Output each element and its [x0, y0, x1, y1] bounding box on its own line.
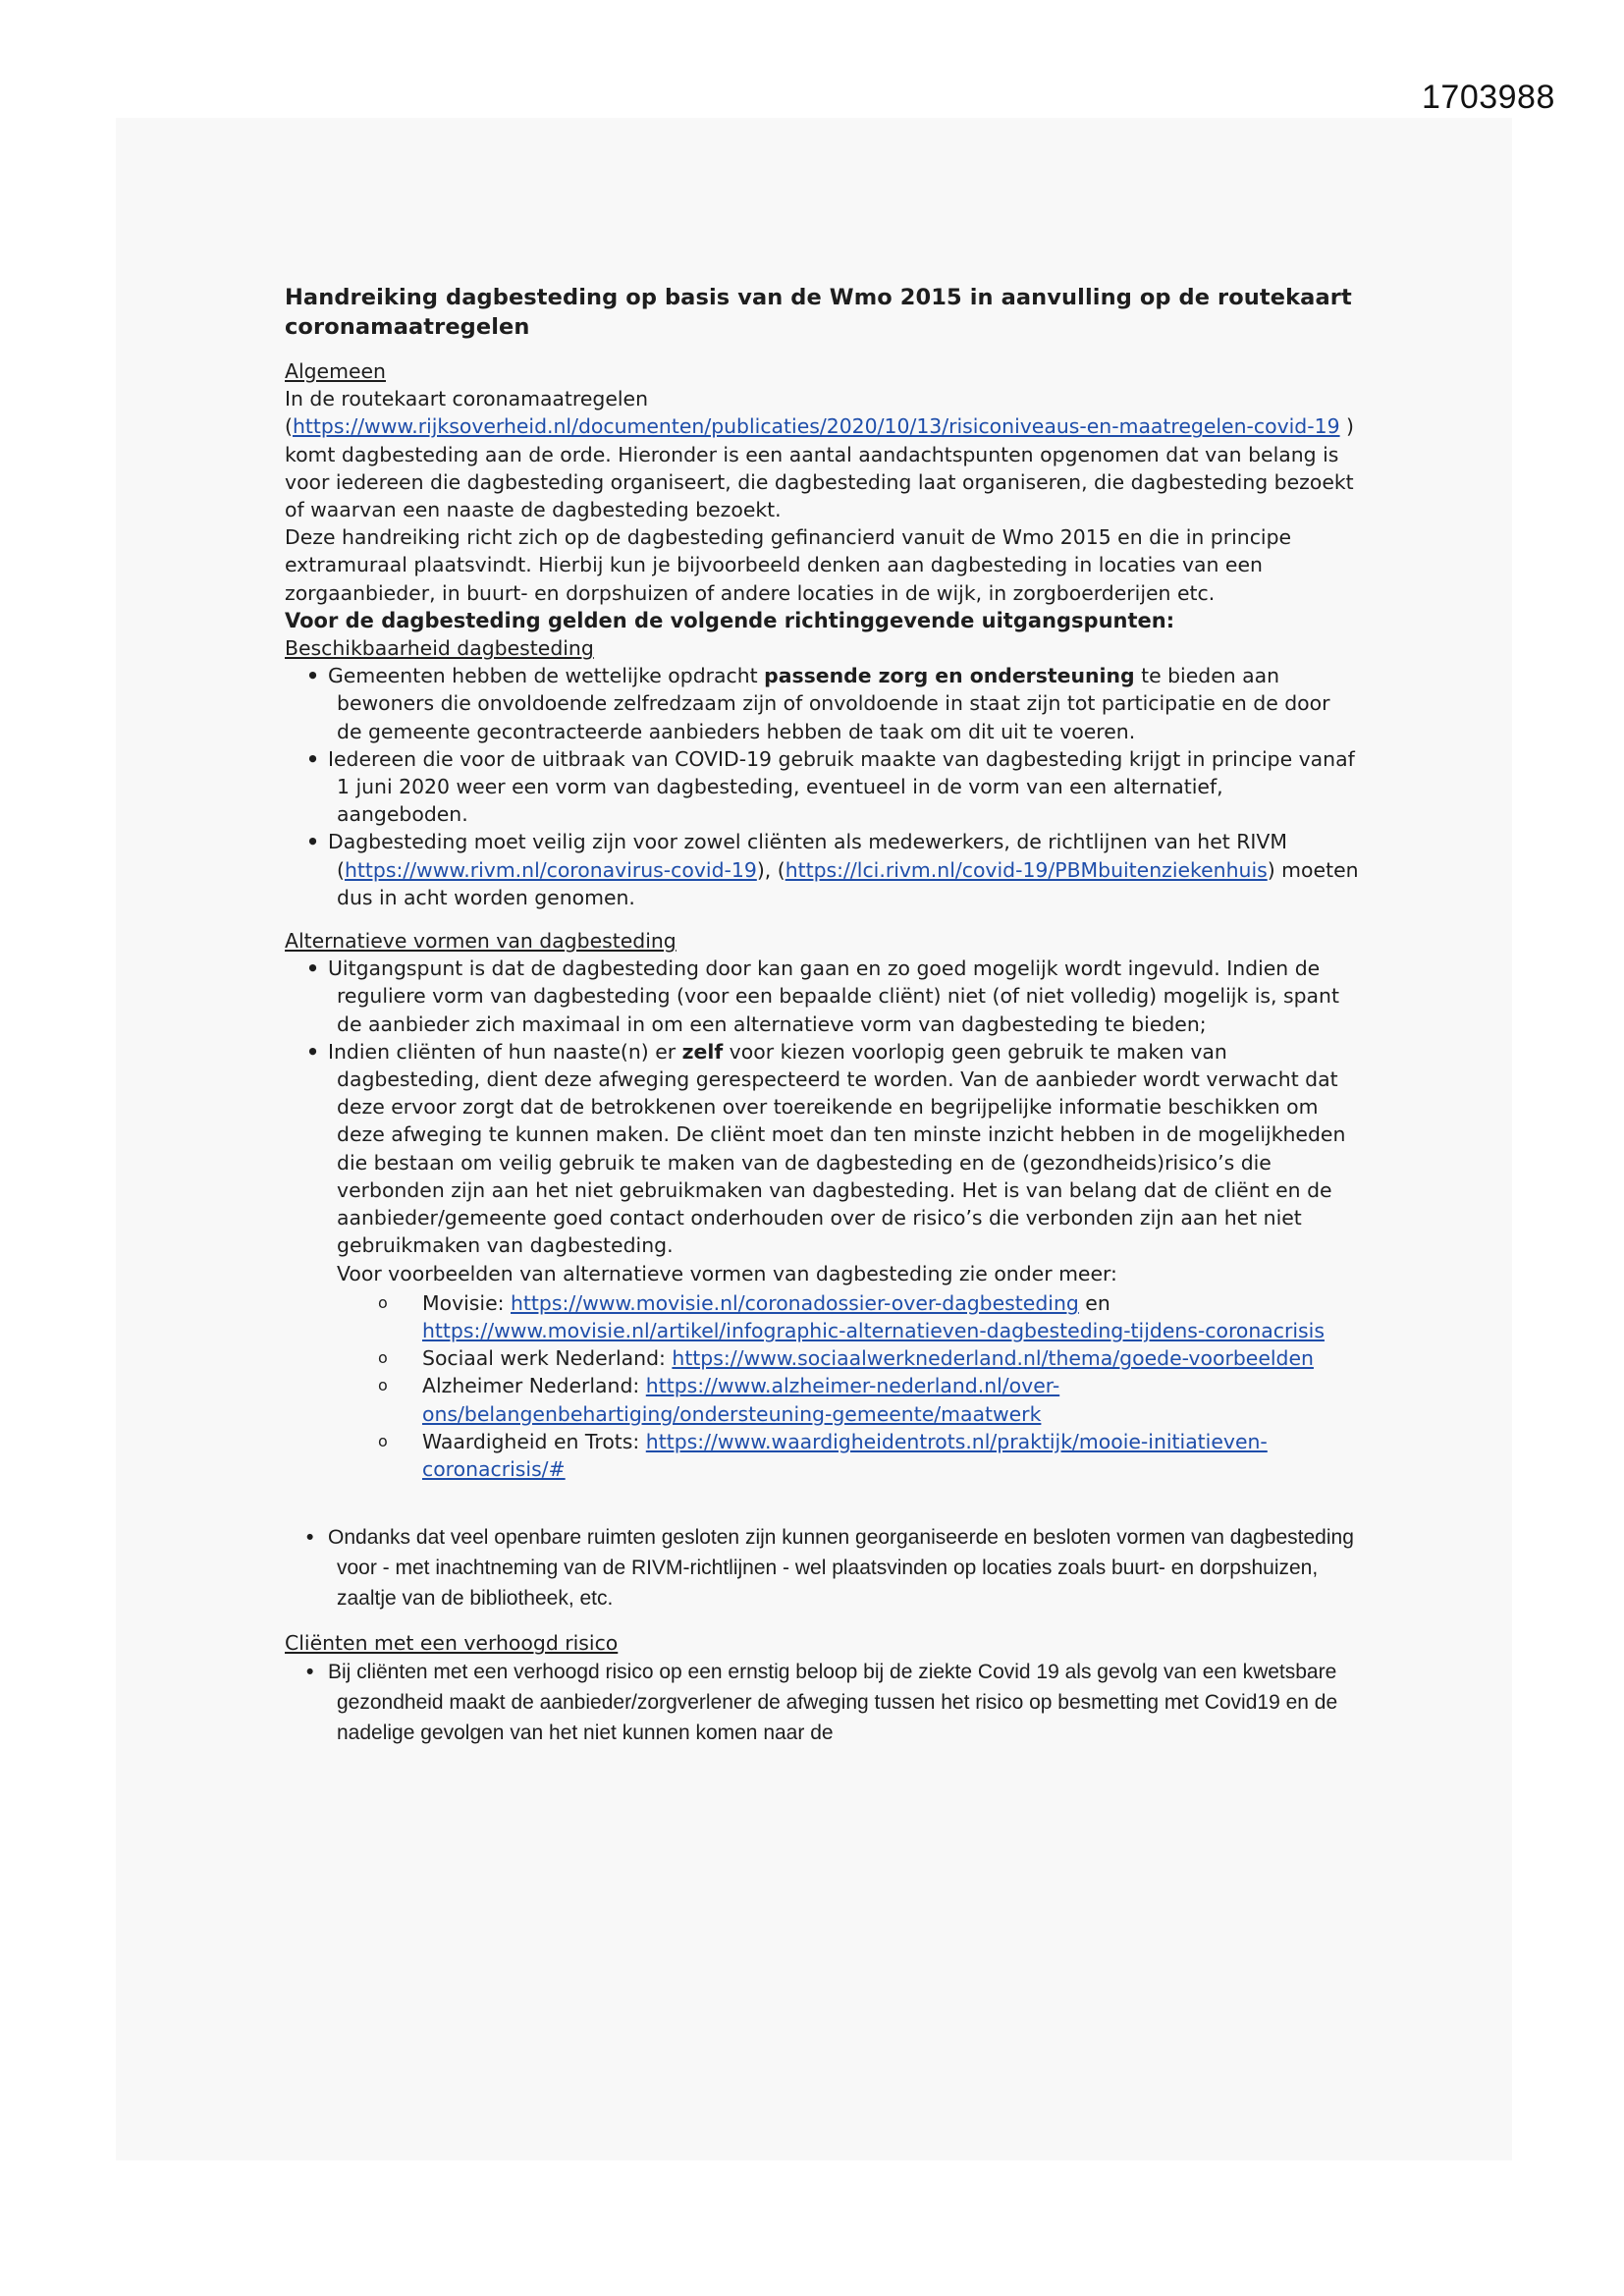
- bullet-marker: •: [306, 1661, 314, 1684]
- sub-bullet-marker: o: [378, 1292, 388, 1312]
- paragraph-intro: [285, 385, 1360, 523]
- section-heading-algemeen: Algemeen: [285, 359, 386, 383]
- link-sociaal-werk[interactable]: https://www.sociaalwerknederland.nl/thema/goede-voorbeelden: [672, 1346, 1314, 1371]
- link-lci-rivm[interactable]: https://lci.rivm.nl/covid-19/PBMbuitenziekenhuis: [785, 857, 1268, 882]
- document-number: 1703988: [1422, 79, 1555, 116]
- open-paren: (: [285, 414, 293, 439]
- bullet-text: Bij cliënten met een verhoogd risico op een ernstig beloop bij de ziekte Covid 19 als gevolg van een kwetsbare gezondheid maakt de aanbieder/zorgverlener de afweging tussen het risico op besmetting met Covid19 en de nadelige gevolgen van het niet kunnen komen naar de: [328, 1661, 1338, 1745]
- bullet-marker: •: [306, 1039, 320, 1064]
- sub-bullet-marker: o: [378, 1431, 388, 1450]
- example-label: Movisie:: [422, 1290, 511, 1315]
- list-verhoogd-risico: [285, 1657, 1360, 1748]
- link-movisie-infographic[interactable]: https://www.movisie.nl/artikel/infographic-alternatieven-dagbesteding-tijdens-coronacrisis: [422, 1318, 1325, 1342]
- example-item-movisie: [337, 1289, 1360, 1344]
- list-item: [285, 662, 1360, 745]
- bullet-text: Gemeenten hebben de wettelijke opdracht: [328, 664, 765, 688]
- bullet-marker: •: [306, 746, 320, 771]
- example-label: Sociaal werk Nederland:: [422, 1346, 673, 1371]
- bullet-text: Ondanks dat veel openbare ruimten gesloten zijn kunnen georganiseerde en besloten vormen van dagbesteding voor - met inachtneming van de RIVM-richtlijnen - wel plaatsvinden op locaties zoals buurt- en dorpshuizen, zaaltje van de bibliotheek, etc.: [328, 1526, 1354, 1611]
- bullet-text: voor kiezen voorlopig geen gebruik te maken van dagbesteding, dient deze afweging gerespecteerd te worden. Van de aanbieder wordt verwacht dat deze ervoor zorgt dat de betrokkenen over toereikende en begrijpelijke informatie beschikken om deze afweging te kunnen maken. De cliënt moet dan ten minste inzicht hebben in de mogelijkheden die bestaan om veilig gebruik te maken van de dagbesteding en de (gezondheids)risico’s die verbonden zijn aan het niet gebruikmaken van dagbesteding. Het is van belang dat de cliënt en de aanbieder/gemeente goed contact onderhouden over de risico’s die verbonden zijn aan het niet gebruikmaken van dagbesteding.: [337, 1039, 1346, 1258]
- examples-intro: Voor voorbeelden van alternatieve vormen van dagbesteding zie onder meer:: [337, 1261, 1117, 1285]
- example-label: Alzheimer Nederland:: [422, 1374, 646, 1398]
- bullet-marker: •: [306, 957, 320, 981]
- list-item: [285, 1657, 1360, 1748]
- section-heading-alternatieve: Alternatieve vormen van dagbesteding: [285, 929, 677, 954]
- bullet-marker: •: [306, 830, 320, 854]
- link-rivm-coronavirus[interactable]: https://www.rivm.nl/coronavirus-covid-19: [344, 857, 757, 882]
- bullet-bold-text: zelf: [681, 1039, 724, 1064]
- list-item: [285, 1038, 1360, 1483]
- list-locaties: [285, 1522, 1360, 1613]
- example-label: Waardigheid en Trots:: [422, 1429, 646, 1453]
- bullet-marker: •: [306, 664, 320, 688]
- bullet-text: Indien cliënten of hun naaste(n) er: [328, 1039, 682, 1064]
- bullet-bold-text: passende zorg en ondersteuning: [764, 664, 1135, 688]
- link-routekaart[interactable]: https://www.rijksoverheid.nl/documenten/publicaties/2020/10/13/risiconiveaus-en-maatregelen-covid-19: [292, 414, 1340, 439]
- sub-bullet-marker: o: [378, 1348, 388, 1368]
- list-item: [285, 745, 1360, 829]
- list-alternatieve: [285, 955, 1360, 1483]
- intro-text-1: In de routekaart coronamaatregelen: [285, 387, 649, 411]
- principles-heading: Voor de dagbesteding gelden de volgende richtinggevende uitgangspunten:: [285, 608, 1175, 632]
- section-heading-beschikbaarheid: Beschikbaarheid dagbesteding: [285, 636, 594, 661]
- sub-bullet-marker: o: [378, 1376, 388, 1395]
- intro-text-2: ) komt dagbesteding aan de orde. Hieronder is een aantal aandachtspunten opgenomen dat van belang is voor iedereen die dagbesteding organiseert, die dagbesteding laat organiseren, die dagbesteding bezoekt of waarvan een naaste de dagbesteding bezoekt.: [285, 414, 1354, 522]
- list-item: [285, 828, 1360, 911]
- list-item: [285, 1522, 1360, 1613]
- bullet-text: Iedereen die voor de uitbraak van COVID-19 gebruik maakte van dagbesteding krijgt in principe vanaf 1 juni 2020 weer een vorm van dagbesteding, eventueel in de vorm van een alternatief, aangeboden.: [328, 746, 1355, 827]
- bullet-marker: •: [306, 1526, 314, 1550]
- list-item: [285, 955, 1360, 1038]
- bullet-text: Uitgangspunt is dat de dagbesteding door kan gaan en zo goed mogelijk wordt ingevuld. Indien de reguliere vorm van dagbesteding (voor een bepaalde cliënt) niet (of niet volledig) mogelijk is, spant de aanbieder zich maximaal in om een alternatieve vorm van dagbesteding te bieden;: [328, 957, 1339, 1036]
- document-body: [285, 283, 1360, 1764]
- link-movisie-coronadossier[interactable]: https://www.movisie.nl/coronadossier-over-dagbesteding: [511, 1290, 1079, 1315]
- example-item-alzheimer: [337, 1372, 1360, 1427]
- section-heading-verhoogd-risico: Cliënten met een verhoogd risico: [285, 1631, 619, 1656]
- examples-list: [337, 1289, 1360, 1483]
- example-joiner: en: [1078, 1290, 1110, 1315]
- bullet-text: Dagbesteding moet veilig zijn voor zowel cliënten als medewerkers, de richtlijnen van het RIVM (: [328, 830, 1287, 882]
- document-title: Handreiking dagbesteding op basis van de Wmo 2015 in aanvulling op de routekaart coronamaatregelen: [285, 285, 1352, 340]
- bullet-text: ), (: [756, 857, 785, 882]
- list-beschikbaarheid: [285, 662, 1360, 911]
- link-alzheimer[interactable]: https://www.alzheimer-nederland.nl/over-ons/belangenbehartiging/ondersteuning-gemeente/maatwerk: [422, 1374, 1060, 1426]
- example-item-waardigheid: [337, 1428, 1360, 1483]
- bullet-text: te bieden aan bewoners die onvoldoende zelfredzaam zijn of onvoldoende in staat zijn tot participatie en de door de gemeente gecontracteerde aanbieders hebben de taak om dit uit te voeren.: [337, 664, 1330, 743]
- bullet-text: ) moeten dus in acht worden genomen.: [337, 857, 1359, 909]
- example-item-sociaal-werk: [337, 1344, 1360, 1372]
- link-waardigheid[interactable]: https://www.waardigheidentrots.nl/praktijk/mooie-initiatieven-coronacrisis/#: [422, 1429, 1268, 1481]
- paragraph-scope: Deze handreiking richt zich op de dagbesteding gefinancierd vanuit de Wmo 2015 en die in principe extramuraal plaatsvindt. Hierbij kun je bijvoorbeeld denken aan dagbesteding in locaties van een zorgaanbieder, in buurt- en dorpshuizen of andere locaties in de wijk, in zorgboerderijen etc.: [285, 525, 1292, 605]
